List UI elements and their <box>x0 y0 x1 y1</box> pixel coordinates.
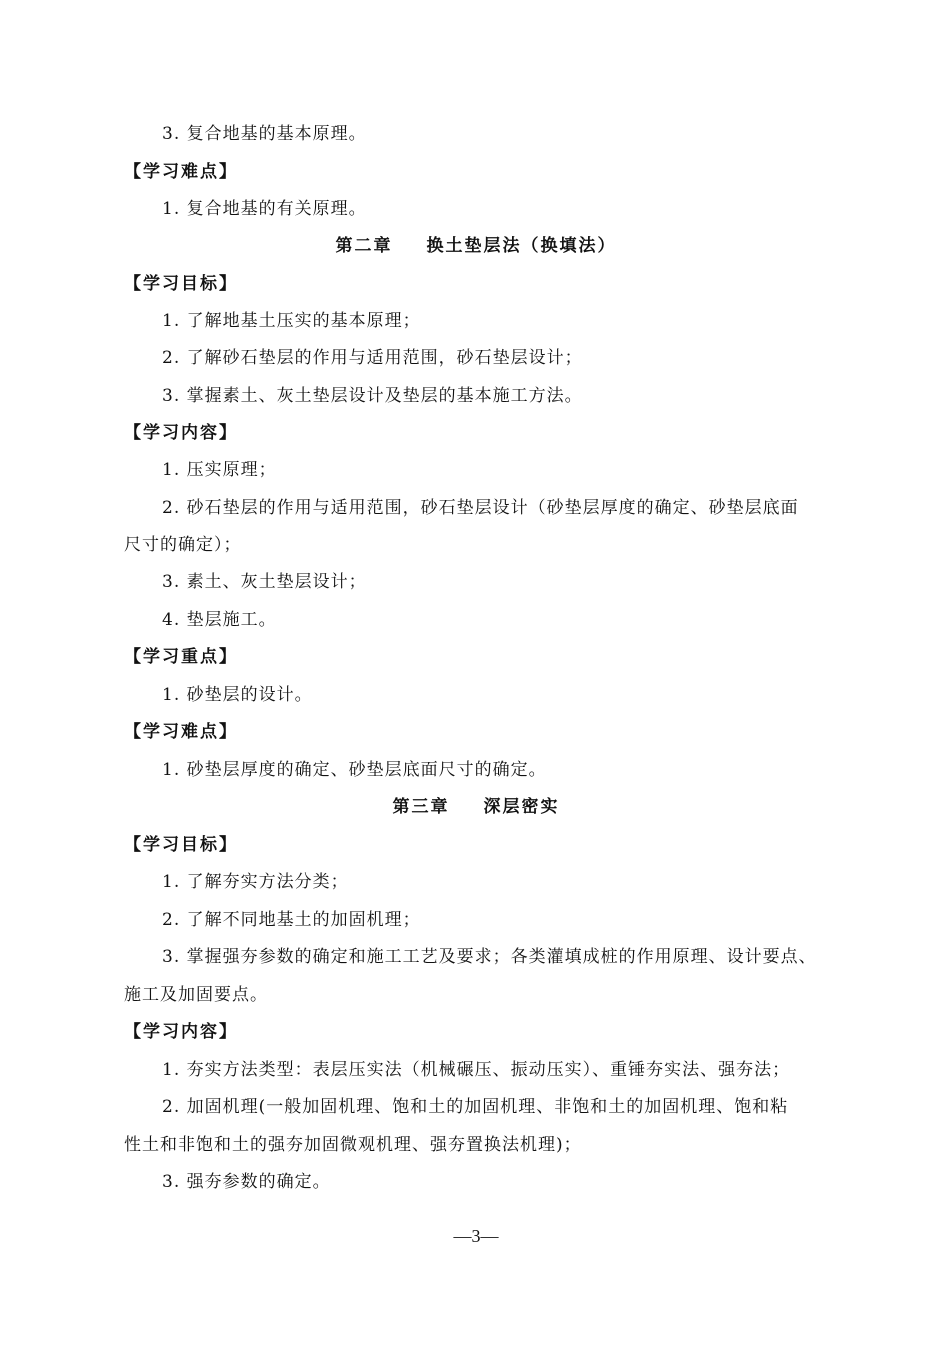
list-item: 2. 砂石垫层的作用与适用范围，砂石垫层设计（砂垫层厚度的确定、砂垫层底面 <box>162 498 799 518</box>
chapter-title <box>0 796 952 818</box>
section-heading: 【学习重点】 <box>124 647 238 667</box>
list-item-continuation: 尺寸的确定）； <box>124 535 242 555</box>
section-heading: 【学习目标】 <box>124 274 238 294</box>
chapter-name: 换土垫层法（换填法） <box>426 236 617 256</box>
list-item: 3. 复合地基的基本原理。 <box>162 124 367 144</box>
section-heading: 【学习内容】 <box>124 1022 238 1042</box>
list-item: 3. 素土、灰土垫层设计； <box>162 572 367 592</box>
chapter-name: 深层密实 <box>483 797 560 817</box>
chapter-number: 第三章 <box>392 797 450 817</box>
list-item: 1. 了解夯实方法分类； <box>162 872 349 892</box>
list-item: 4. 垫层施工。 <box>162 610 277 630</box>
list-item: 1. 了解地基土压实的基本原理； <box>162 311 421 331</box>
section-heading: 【学习难点】 <box>124 162 238 182</box>
section-heading: 【学习内容】 <box>124 423 238 443</box>
list-item: 1. 复合地基的有关原理。 <box>162 199 367 219</box>
chapter-title <box>0 235 952 257</box>
list-item: 2. 了解不同地基土的加固机理； <box>162 910 421 930</box>
list-item: 1. 压实原理； <box>162 460 277 480</box>
list-item: 3. 掌握强夯参数的确定和施工工艺及要求；各类灌填成桩的作用原理、设计要点、 <box>162 947 817 967</box>
list-item: 1. 砂垫层厚度的确定、砂垫层底面尺寸的确定。 <box>162 760 547 780</box>
chapter-number: 第二章 <box>335 236 393 256</box>
list-item: 1. 砂垫层的设计。 <box>162 685 313 705</box>
section-heading: 【学习难点】 <box>124 722 238 742</box>
list-item: 3. 掌握素土、灰土垫层设计及垫层的基本施工方法。 <box>162 386 583 406</box>
list-item: 2. 加固机理(一般加固机理、饱和土的加固机理、非饱和土的加固机理、饱和粘 <box>162 1097 789 1117</box>
list-item: 1. 夯实方法类型：表层压实法（机械碾压、振动压实）、重锤夯实法、强夯法； <box>162 1060 791 1080</box>
list-item-continuation: 施工及加固要点。 <box>124 985 268 1005</box>
section-heading: 【学习目标】 <box>124 835 238 855</box>
list-item: 2. 了解砂石垫层的作用与适用范围，砂石垫层设计； <box>162 348 583 368</box>
page-number: —3— <box>453 1226 499 1246</box>
list-item-continuation: 性土和非饱和土的强夯加固微观机理、强夯置换法机理)； <box>124 1135 582 1155</box>
list-item: 3. 强夯参数的确定。 <box>162 1172 331 1192</box>
